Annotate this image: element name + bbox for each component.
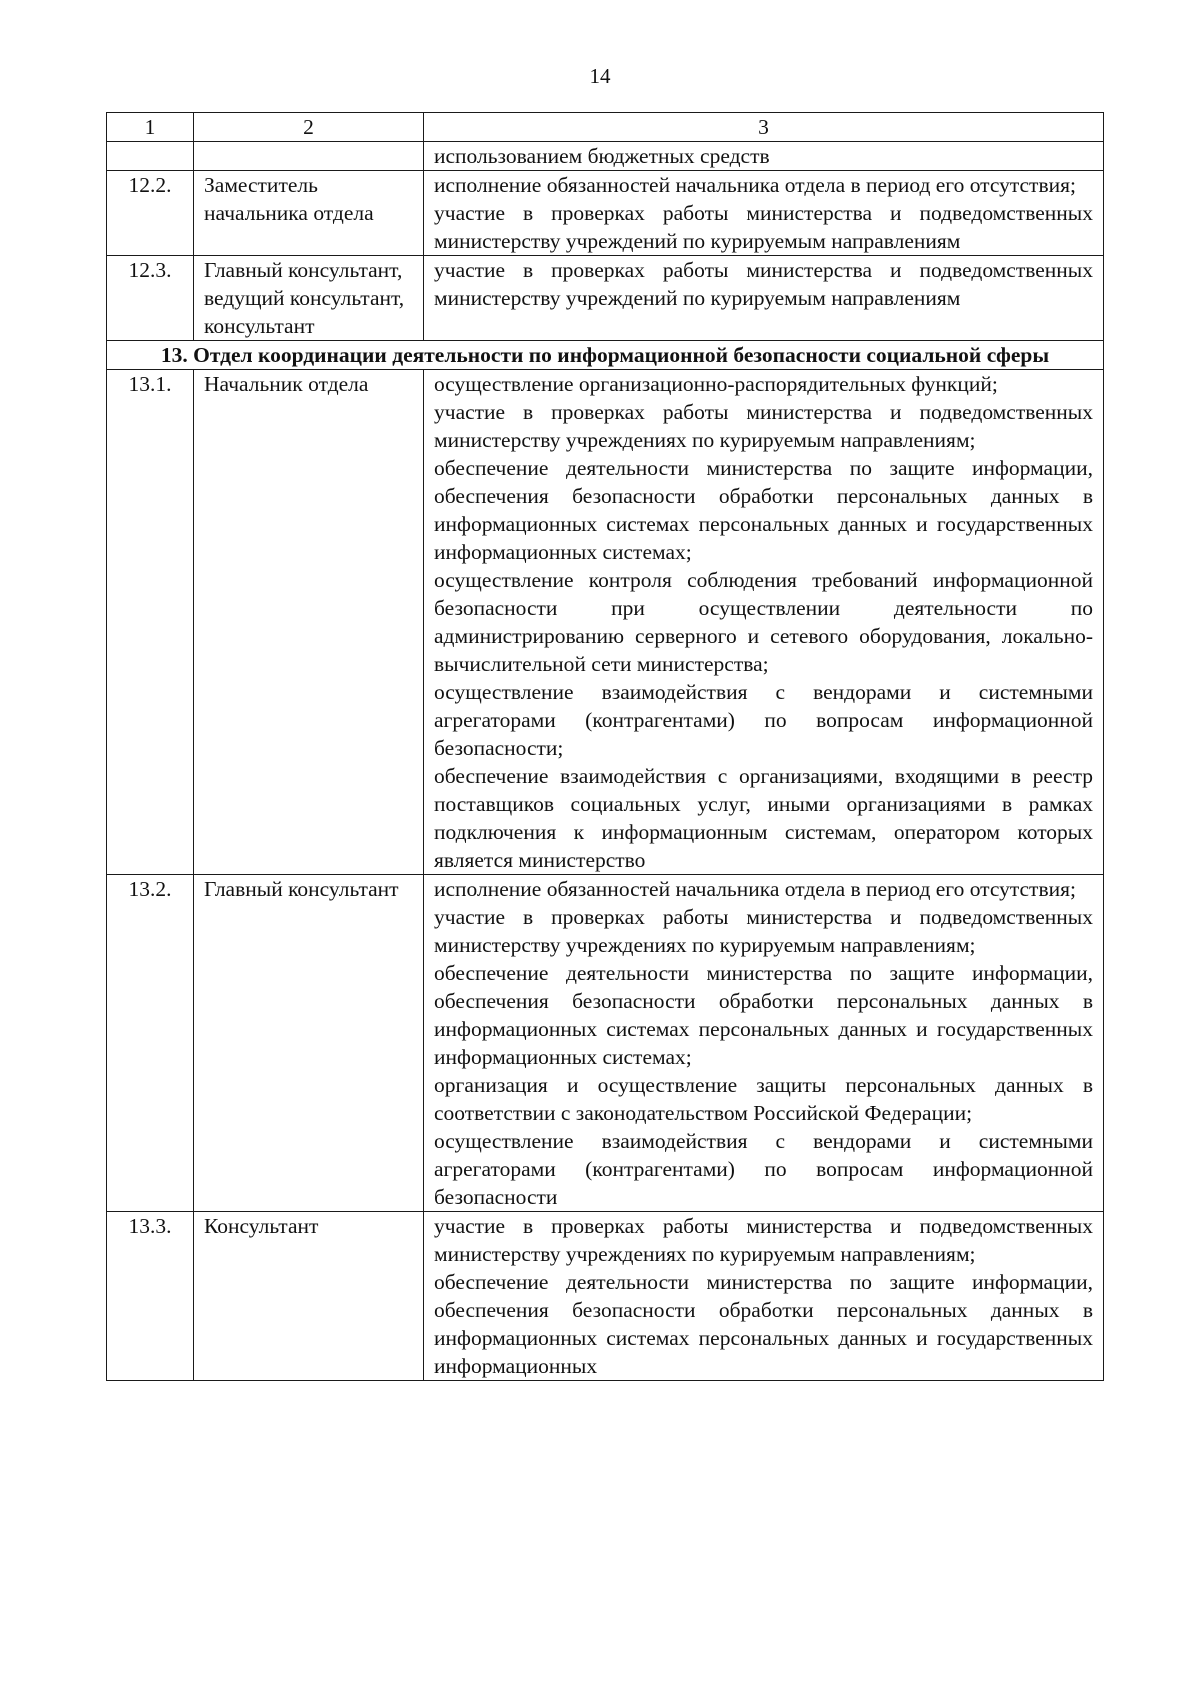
duties-cell	[424, 875, 1104, 1212]
position-title: Главный консультант, ведущий консультант, консультант	[194, 256, 424, 341]
section-heading: 13. Отдел координации деятельности по информационной безопасности социальной сферы	[107, 341, 1104, 370]
duty-item: исполнение обязанностей начальника отдела в период его отсутствия;	[434, 877, 1076, 901]
section-heading-row	[107, 341, 1104, 370]
duty-item: осуществление контроля соблюдения требований информационной безопасности при осуществлении деятельности по администрированию серверного и сетевого оборудования, локально-вычислительной сети министерства;	[434, 568, 1093, 676]
position-title: Начальник отдела	[194, 370, 424, 875]
column-header-1: 1	[107, 113, 194, 142]
row-number: 12.2.	[107, 171, 194, 256]
duty-item: осуществление организационно-распорядительных функций;	[434, 372, 998, 396]
row-number: 13.1.	[107, 370, 194, 875]
table-row	[107, 875, 1104, 1212]
duties-cell	[424, 256, 1104, 341]
duty-item: участие в проверках работы министерства и подведомственных министерству учреждениях по курируемым направлениям;	[434, 905, 1093, 957]
page-number: 14	[589, 64, 611, 88]
table-row-continuation	[107, 142, 1104, 171]
duties-cell	[424, 1212, 1104, 1381]
table-row	[107, 1212, 1104, 1381]
row-number: 12.3.	[107, 256, 194, 341]
table-row	[107, 171, 1104, 256]
duty-item: обеспечение взаимодействия с организациями, входящими в реестр поставщиков социальных услуг, иными организациями в рамках подключения к информационным системам, оператором которых является министерство	[434, 764, 1093, 872]
duty-item: участие в проверках работы министерства и подведомственных министерству учреждений по курируемым направлениям	[434, 258, 1093, 310]
duty-item: участие в проверках работы министерства и подведомственных министерству учреждениях по курируемым направлениям;	[434, 400, 1093, 452]
duty-item: обеспечение деятельности министерства по защите информации, обеспечения безопасности обработки персональных данных в информационных системах персональных данных и государственных информационных системах;	[434, 961, 1093, 1069]
duty-item: осуществление взаимодействия с вендорами и системными агрегаторами (контрагентами) по вопросам информационной безопасности	[434, 1129, 1093, 1209]
position-title: Консультант	[194, 1212, 424, 1381]
duty-item: обеспечение деятельности министерства по защите информации, обеспечения безопасности обработки персональных данных в информационных системах персональных данных и государственных информационных системах;	[434, 456, 1093, 564]
table-header-row	[107, 113, 1104, 142]
column-header-2: 2	[194, 113, 424, 142]
table-row	[107, 370, 1104, 875]
position-title: Главный консультант	[194, 875, 424, 1212]
duty-item: исполнение обязанностей начальника отдела в период его отсутствия;	[434, 173, 1076, 197]
continuation-text: использованием бюджетных средств	[424, 142, 1104, 171]
duty-item: участие в проверках работы министерства и подведомственных министерству учреждениях по курируемым направлениям;	[434, 1214, 1093, 1266]
duty-item: участие в проверках работы министерства и подведомственных министерству учреждений по курируемым направлениям	[434, 201, 1093, 253]
empty-cell	[194, 142, 424, 171]
column-header-3: 3	[424, 113, 1104, 142]
duty-item: организация и осуществление защиты персональных данных в соответствии с законодательством Российской Федерации;	[434, 1073, 1093, 1125]
duties-table	[106, 112, 1104, 1381]
row-number: 13.3.	[107, 1212, 194, 1381]
position-title: Заместитель начальника отдела	[194, 171, 424, 256]
duties-cell	[424, 370, 1104, 875]
duty-item: обеспечение деятельности министерства по защите информации, обеспечения безопасности обработки персональных данных в информационных системах персональных данных и государственных информационных	[434, 1270, 1093, 1378]
row-number: 13.2.	[107, 875, 194, 1212]
table-row	[107, 256, 1104, 341]
duty-item: осуществление взаимодействия с вендорами и системными агрегаторами (контрагентами) по вопросам информационной безопасности;	[434, 680, 1093, 760]
duties-cell	[424, 171, 1104, 256]
empty-cell	[107, 142, 194, 171]
